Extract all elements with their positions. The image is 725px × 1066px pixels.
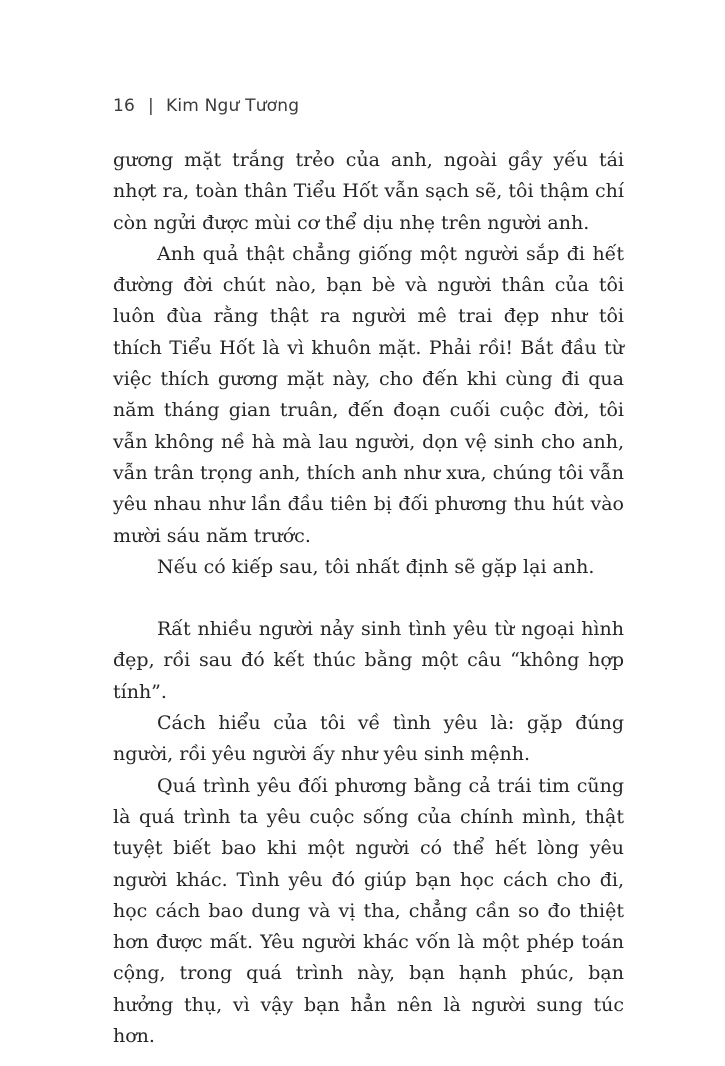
paragraph-1: gương mặt trắng trẻo của anh, ngoài gầy yếu tái nhợt ra, toàn thân Tiểu Hốt vẫn sạch sẽ, tôi thậm chí còn ngửi được mùi cơ thể dịu nhẹ trên người anh.: [113, 149, 624, 234]
header-separator: |: [148, 96, 154, 116]
paragraph-4: Rất nhiều người nảy sinh tình yêu từ ngoại hình đẹp, rồi sau đó kết thúc bằng một câu “không hợp tính”.: [113, 618, 624, 703]
page-number: 16: [113, 96, 136, 116]
book-title: Kim Ngư Tương: [165, 96, 300, 116]
running-header: [113, 96, 299, 116]
body-text: [113, 145, 624, 1052]
paragraph-5: Cách hiểu của tôi về tình yêu là: gặp đúng người, rồi yêu người ấy như yêu sinh mệnh.: [113, 712, 624, 766]
paragraph-6: Quá trình yêu đối phương bằng cả trái tim cũng là quá trình ta yêu cuộc sống của chính mình, thật tuyệt biết bao khi một người có thể hết lòng yêu người khác. Tình yêu đó giúp bạn học cách cho đi, học cách bao dung và vị tha, chẳng cần so đo thiệt hơn được mất. Yêu người khác vốn là một phép toán cộng, trong quá trình này, bạn hạnh phúc, bạn hưởng thụ, vì vậy bạn hẳn nên là người sung túc hơn.: [113, 774, 624, 1048]
paragraph-2: Anh quả thật chẳng giống một người sắp đi hết đường đời chút nào, bạn bè và người thân của tôi luôn đùa rằng thật ra người mê trai đẹp như tôi thích Tiểu Hốt là vì khuôn mặt. Phải rồi! Bắt đầu từ việc thích gương mặt này, cho đến khi cùng đi qua năm tháng gian truân, đến đoạn cuối cuộc đời, tôi vẫn không nề hà mà lau người, dọn vệ sinh cho anh, vẫn trân trọng anh, thích anh như xưa, chúng tôi vẫn yêu nhau như lần đầu tiên bị đối phương thu hút vào mười sáu năm trước.: [113, 242, 624, 547]
paragraph-3: Nếu có kiếp sau, tôi nhất định sẽ gặp lại anh.: [157, 555, 595, 578]
